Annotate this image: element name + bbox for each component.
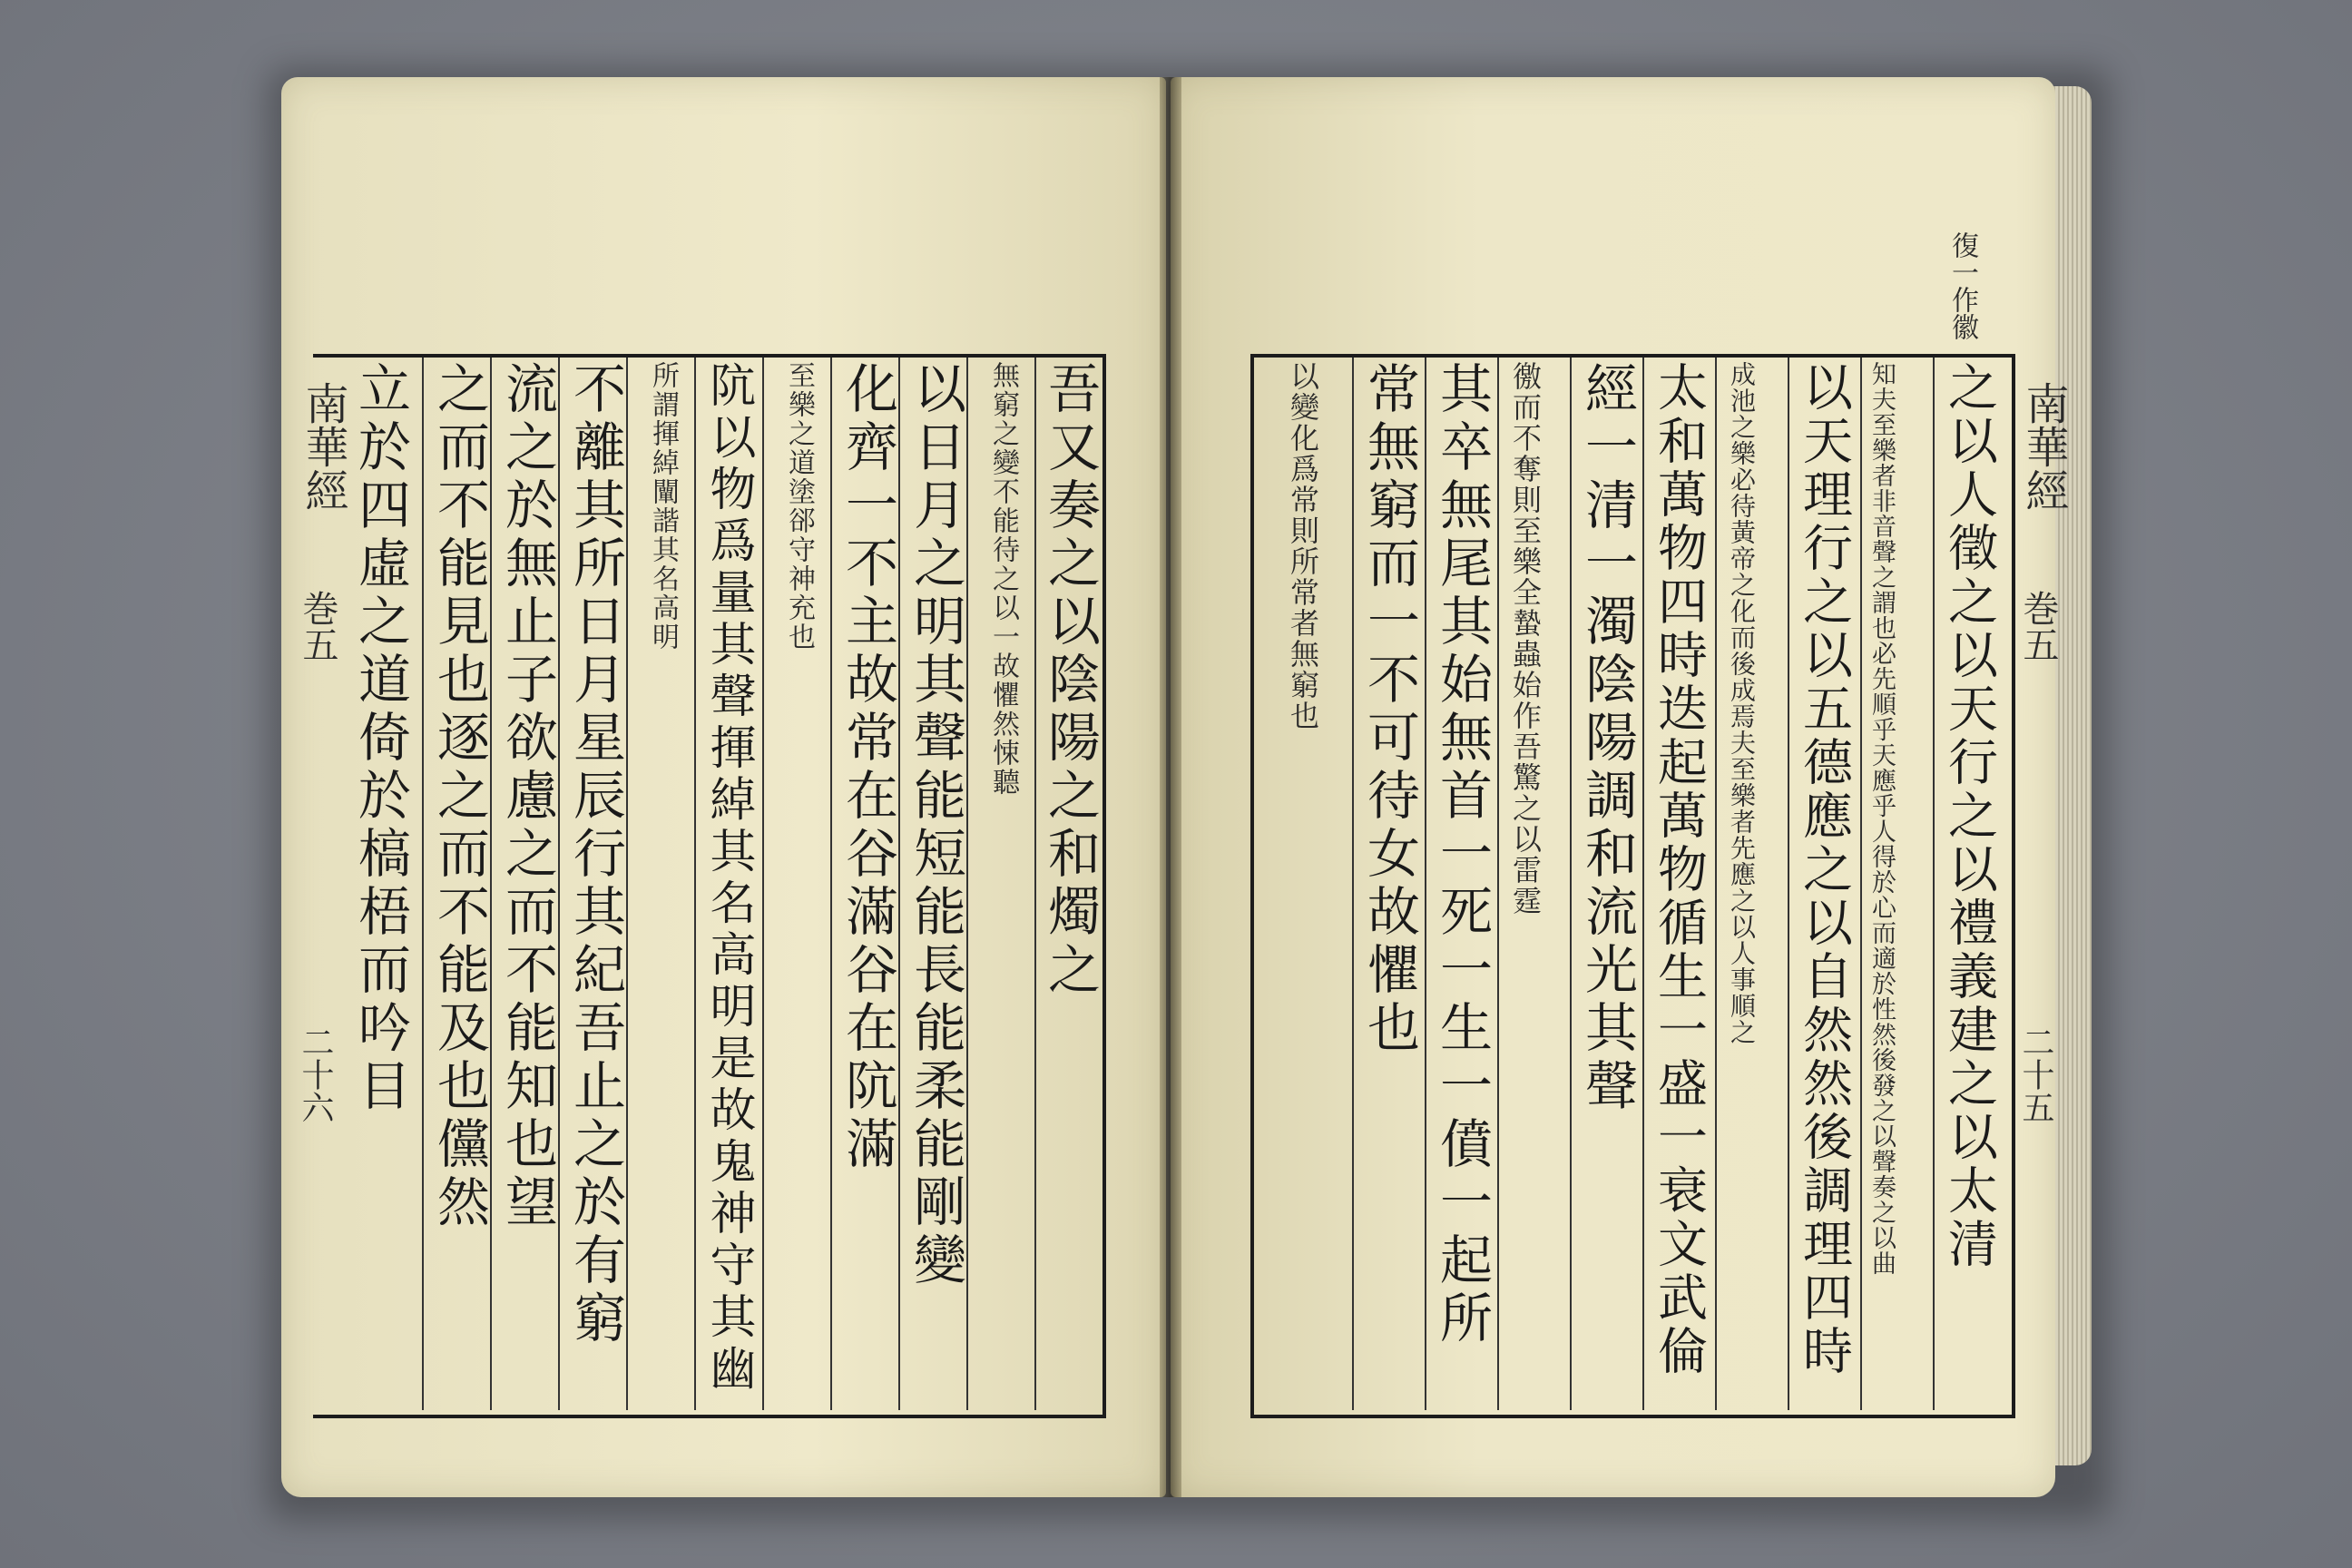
column-rule	[1860, 358, 1862, 1410]
left-header-label: 南華經	[298, 381, 348, 512]
book-gutter	[1160, 77, 1181, 1497]
column-rule	[1933, 358, 1935, 1410]
left-folio-label: 巻五	[297, 590, 338, 662]
column-rule	[1425, 358, 1426, 1410]
text-column: 之以人徵之以天行之以禮義建之以太清	[1940, 361, 1998, 1271]
text-column: 之而不能見也逐之而不能及也儻然	[428, 361, 490, 1232]
column-rule	[694, 358, 696, 1410]
column-rule	[762, 358, 764, 1410]
column-rule	[1352, 358, 1354, 1410]
column-rule	[1788, 358, 1789, 1410]
column-rule	[1497, 358, 1499, 1410]
right-folio-label: 巻五	[2017, 590, 2059, 662]
text-column: 立於四虛之道倚於槁梧而吟目	[349, 361, 411, 1116]
annotation-column: 至樂之道塗郤守神充也	[783, 361, 815, 652]
text-column: 常無窮而一不可待女故懼也	[1358, 361, 1420, 1058]
column-rule	[1034, 358, 1036, 1410]
text-column: 太和萬物四時迭起萬物循生一盛一衰文武倫	[1650, 361, 1708, 1378]
column-rule	[1642, 358, 1644, 1410]
annotation-column: 成池之樂必待黃帝之化而後成焉夫至樂者先應之以人事順之	[1727, 361, 1757, 1045]
column-rule	[966, 358, 968, 1410]
column-rule	[490, 358, 492, 1410]
column-rule	[558, 358, 560, 1410]
text-column: 吾又奏之以陰陽之和燭之	[1039, 361, 1101, 1000]
annotation-column: 無窮之變不能待之以一故懼然悚聽	[987, 361, 1019, 797]
text-column: 不離其所日月星辰行其紀吾止之於有窮	[564, 361, 626, 1348]
column-rule	[626, 358, 628, 1410]
right-folio-number: 二十五	[2017, 1025, 2054, 1123]
text-column: 阬以物爲量其聲揮綽其名高明是故鬼神守其幽	[701, 361, 755, 1396]
annotation-column: 知夫至樂者非音聲之謂也必先順乎天應乎人得於心而適於性然後發之以聲奏之以曲	[1867, 361, 1896, 1276]
annotation-column: 以變化爲常則所常者無窮也	[1286, 361, 1320, 731]
column-rule	[1570, 358, 1572, 1410]
text-column: 以日月之明其聲能短能長能柔能剛變	[905, 361, 966, 1290]
left-folio-number: 二十六	[297, 1025, 334, 1123]
annotation-column: 徼而不奪則至樂全蟄蟲始作吾驚之以雷霆	[1508, 361, 1543, 916]
text-column: 經一清一濁陰陽調和流光其聲	[1576, 361, 1638, 1116]
text-column: 流之於無止子欲慮之而不能知也望	[496, 361, 558, 1232]
column-rule	[422, 358, 424, 1410]
top-margin-note: 復一作徽	[1946, 231, 1978, 340]
column-rule	[1715, 358, 1717, 1410]
right-header-label: 南華經	[2018, 381, 2069, 512]
text-column: 其卒無尾其始無首一死一生一僨一起所	[1431, 361, 1493, 1348]
text-column: 化齊一不主故常在谷滿谷在阬滿	[837, 361, 898, 1174]
annotation-column: 所謂揮綽闡諧其名高明	[647, 361, 679, 652]
column-rule	[830, 358, 832, 1410]
text-column: 以天理行之以五德應之以自然然後調理四時	[1795, 361, 1853, 1378]
column-rule	[898, 358, 900, 1410]
